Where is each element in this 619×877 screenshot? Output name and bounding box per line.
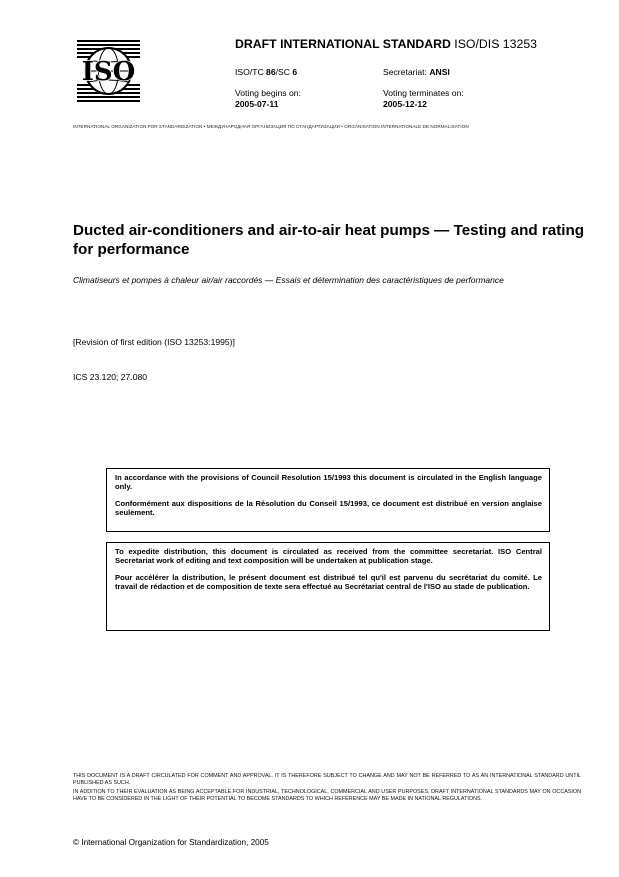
- language-notice-en: In accordance with the provisions of Council Resolution 15/1993 this document is circulated in the English language only.: [115, 473, 542, 492]
- voting-begins-label: Voting begins on:: [235, 88, 301, 98]
- language-notice-box: [106, 468, 550, 532]
- copyright-notice: © International Organization for Standardization, 2005: [73, 838, 269, 847]
- iso-logo: [77, 40, 140, 102]
- ics-codes: ICS 23.120; 27.080: [73, 372, 148, 382]
- revision-note: [Revision of first edition (ISO 13253:1995)]: [73, 337, 235, 347]
- voting-terminates-date: 2005-12-12: [383, 99, 427, 109]
- voting-terminates-label: Voting terminates on:: [383, 88, 464, 98]
- disclaimer-paragraph-2: IN ADDITION TO THEIR EVALUATION AS BEING ACCEPTABLE FOR INDUSTRIAL, TECHNOLOGICAL, COMMERCIAL AND USER PURPOSES, DRAFT INTERNATIONAL STANDARDS MAY ON OCCASION HAVE TO BE CONSIDERED IN THE LIGHT OF THEIR POTENTIAL TO BECOME STANDARDS TO WHICH REFERENCE MAY BE MADE IN NATIONAL REGULATIONS.: [73, 789, 581, 802]
- language-notice-fr: Conformément aux dispositions de la Résolution du Conseil 15/1993, ce document est distribué en version anglaise seulement.: [115, 498, 542, 518]
- doc-number: ISO/DIS 13253: [454, 37, 538, 51]
- organization-line: INTERNATIONAL ORGANIZATION FOR STANDARDIZATION • МЕЖДУНАРОДНАЯ ОРГАНИЗАЦИЯ ПО СТАНДАРТИЗАЦИИ • ORGANISATION INTERNATIONALE DE NORMALISATION: [73, 124, 469, 129]
- distribution-notice-fr: Pour accélérer la distribution, le présent document est distribué tel qu'il est parvenu du secrétariat du comité. Le travail de rédaction et de composition de texte sera effectué au Secrétariat central de l'ISO au stade de publication.: [115, 572, 542, 592]
- disclaimer-paragraph-1: THIS DOCUMENT IS A DRAFT CIRCULATED FOR COMMENT AND APPROVAL. IT IS THEREFORE SUBJECT TO CHANGE AND MAY NOT BE REFERRED TO AS AN INTERNATIONAL STANDARD UNTIL PUBLISHED AS SUCH.: [73, 773, 581, 786]
- document-title: Ducted air-conditioners and air-to-air heat pumps — Testing and rating for performance: [73, 222, 585, 258]
- voting-terminates: [383, 88, 464, 110]
- voting-begins: [235, 88, 301, 110]
- committee: ISO/TC 86/SC 6: [235, 67, 298, 77]
- doc-type: DRAFT INTERNATIONAL STANDARD: [235, 37, 451, 51]
- document-header-title: [235, 37, 537, 51]
- document-title-french: Climatiseurs et pompes à chaleur air/air raccordés — Essais et détermination des caractéristiques de performance: [73, 275, 504, 285]
- distribution-notice-box: [106, 542, 550, 631]
- distribution-notice-en: To expedite distribution, this document is circulated as received from the committee secretariat. ISO Central Secretariat work of editing and text composition will be undertaken at publication stage.: [115, 547, 542, 566]
- secretariat: Secretariat: ANSI: [383, 67, 450, 77]
- voting-begins-date: 2005-07-11: [235, 99, 279, 109]
- draft-disclaimer: [73, 773, 581, 805]
- logo-text: ISO: [81, 57, 136, 87]
